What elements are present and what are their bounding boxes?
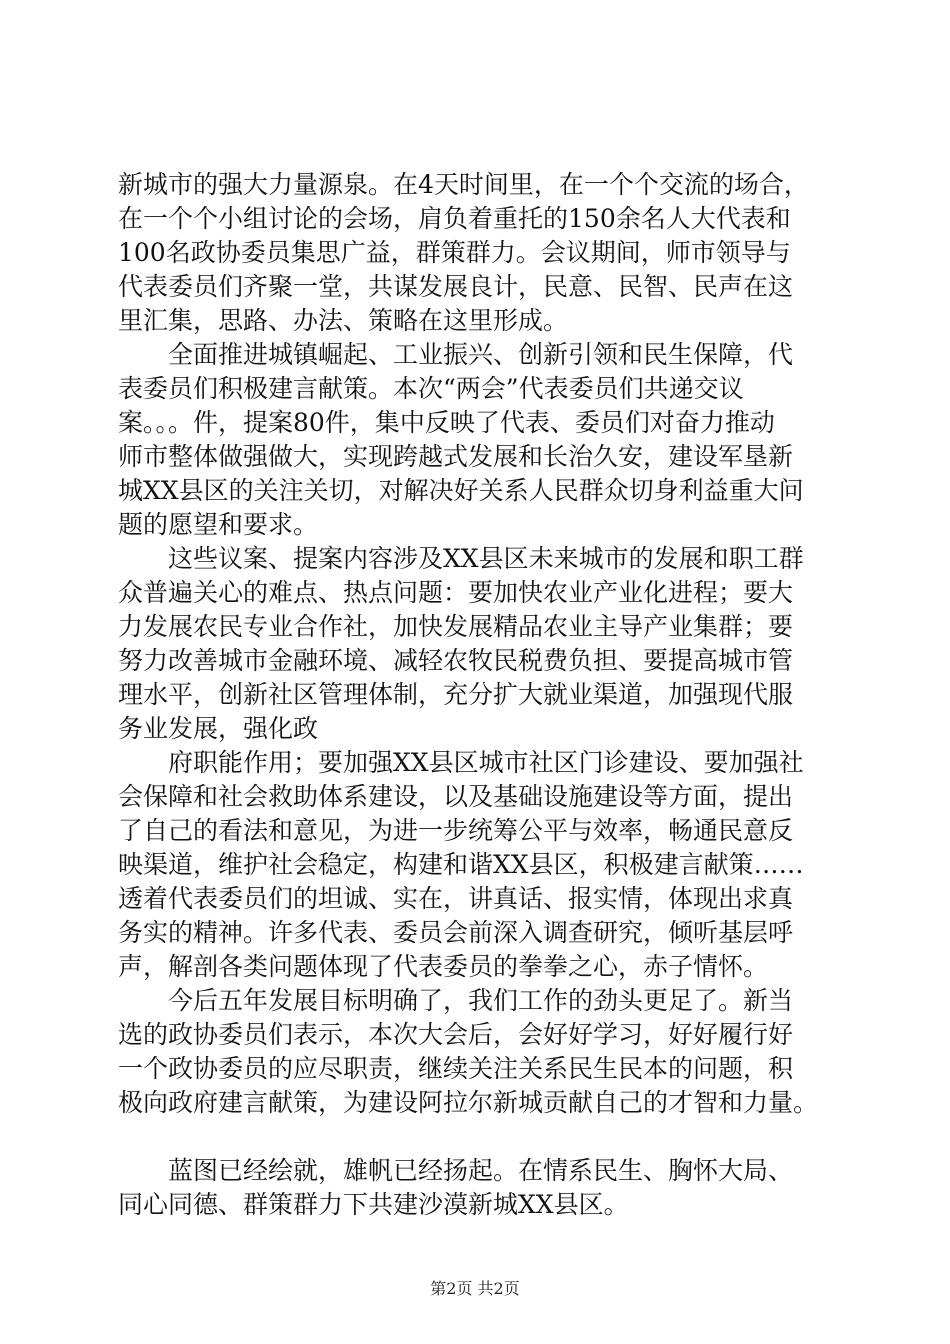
text-line: 务业发展，强化政 <box>118 714 319 743</box>
text-line: 众普遍关心的难点、热点问题：要加快农业产业化进程；要大 <box>118 578 794 607</box>
text-line: 题的愿望和要求。 <box>118 510 319 539</box>
text-line: 这些议案、提案内容涉及XX县区未来城市的发展和职工群 <box>168 544 804 573</box>
paragraph-5 <box>118 984 858 1120</box>
text-line: 务实的精神。许多代表、委员会前深入调查研究，倾听基层呼 <box>118 918 794 947</box>
text-line: 努力改善城市金融环境、减轻农牧民税费负担、要提高城市管 <box>118 646 794 675</box>
text-line: 新城市的强大力量源泉。在4天时间里，在一个个交流的场合， <box>118 170 809 199</box>
paragraph-2 <box>118 338 858 542</box>
text-line: 城XX县区的关注关切，对解决好关系人民群众切身利益重大问 <box>118 476 804 505</box>
text-line: 今后五年发展目标明确了，我们工作的劲头更足了。新当 <box>168 986 794 1015</box>
paragraph-4 <box>118 746 858 984</box>
text-line: 100名政协委员集思广益，群策群力。会议期间，师市领导与 <box>118 238 791 267</box>
paragraph-gap <box>118 1120 858 1154</box>
text-line: 会保障和社会救助体系建设，以及基础设施建设等方面，提出 <box>118 782 794 811</box>
text-line: 蓝图已经绘就，雄帆已经扬起。在情系民生、胸怀大局、 <box>168 1156 794 1185</box>
text-line: 选的政协委员们表示，本次大会后，会好好学习，好好履行好 <box>118 1020 794 1049</box>
text-line: 师市整体做强做大，实现跨越式发展和长治久安，建设军垦新 <box>118 442 794 471</box>
text-line: 府职能作用；要加强XX县区城市社区门诊建设、要加强社 <box>168 748 804 777</box>
text-line: 在一个个小组讨论的会场，肩负着重托的150余名人大代表和 <box>118 204 791 233</box>
document-body <box>118 168 858 1222</box>
text-line: 案。。。件，提案80件，集中反映了代表、委员们对奋力推动 <box>118 408 775 437</box>
paragraph-1 <box>118 168 858 338</box>
page-footer: 第2页 共2页 <box>430 1279 520 1298</box>
text-line: 极向政府建言献策，为建设阿拉尔新城贡献自己的才智和力量。 <box>118 1088 819 1117</box>
text-line: 同心同德、群策群力下共建沙漠新城XX县区。 <box>118 1190 629 1219</box>
paragraph-3 <box>118 542 858 746</box>
text-line: 透着代表委员们的坦诚、实在，讲真话、报实情，体现出求真 <box>118 884 794 913</box>
text-line: 映渠道，维护社会稳定，构建和谐XX县区，积极建言献策…… <box>118 850 804 879</box>
text-line: 里汇集，思路、办法、策略在这里形成。 <box>118 306 569 335</box>
text-line: 力发展农民专业合作社，加快发展精品农业主导产业集群；要 <box>118 612 794 641</box>
text-line: 声，解剖各类问题体现了代表委员的拳拳之心，赤子情怀。 <box>118 952 769 981</box>
text-line: 全面推进城镇崛起、工业振兴、创新引领和民生保障，代 <box>168 340 794 369</box>
text-line: 表委员们积极建言献策。本次“两会”代表委员们共递交议 <box>118 374 744 403</box>
text-line: 理水平，创新社区管理体制，充分扩大就业渠道，加强现代服 <box>118 680 794 709</box>
text-line: 一个政协委员的应尽职责，继续关注关系民生民本的问题，积 <box>118 1054 794 1083</box>
text-line: 了自己的看法和意见，为进一步统筹公平与效率，畅通民意反 <box>118 816 794 845</box>
paragraph-6 <box>118 1154 858 1222</box>
text-line: 代表委员们齐聚一堂，共谋发展良计，民意、民智、民声在这 <box>118 272 794 301</box>
